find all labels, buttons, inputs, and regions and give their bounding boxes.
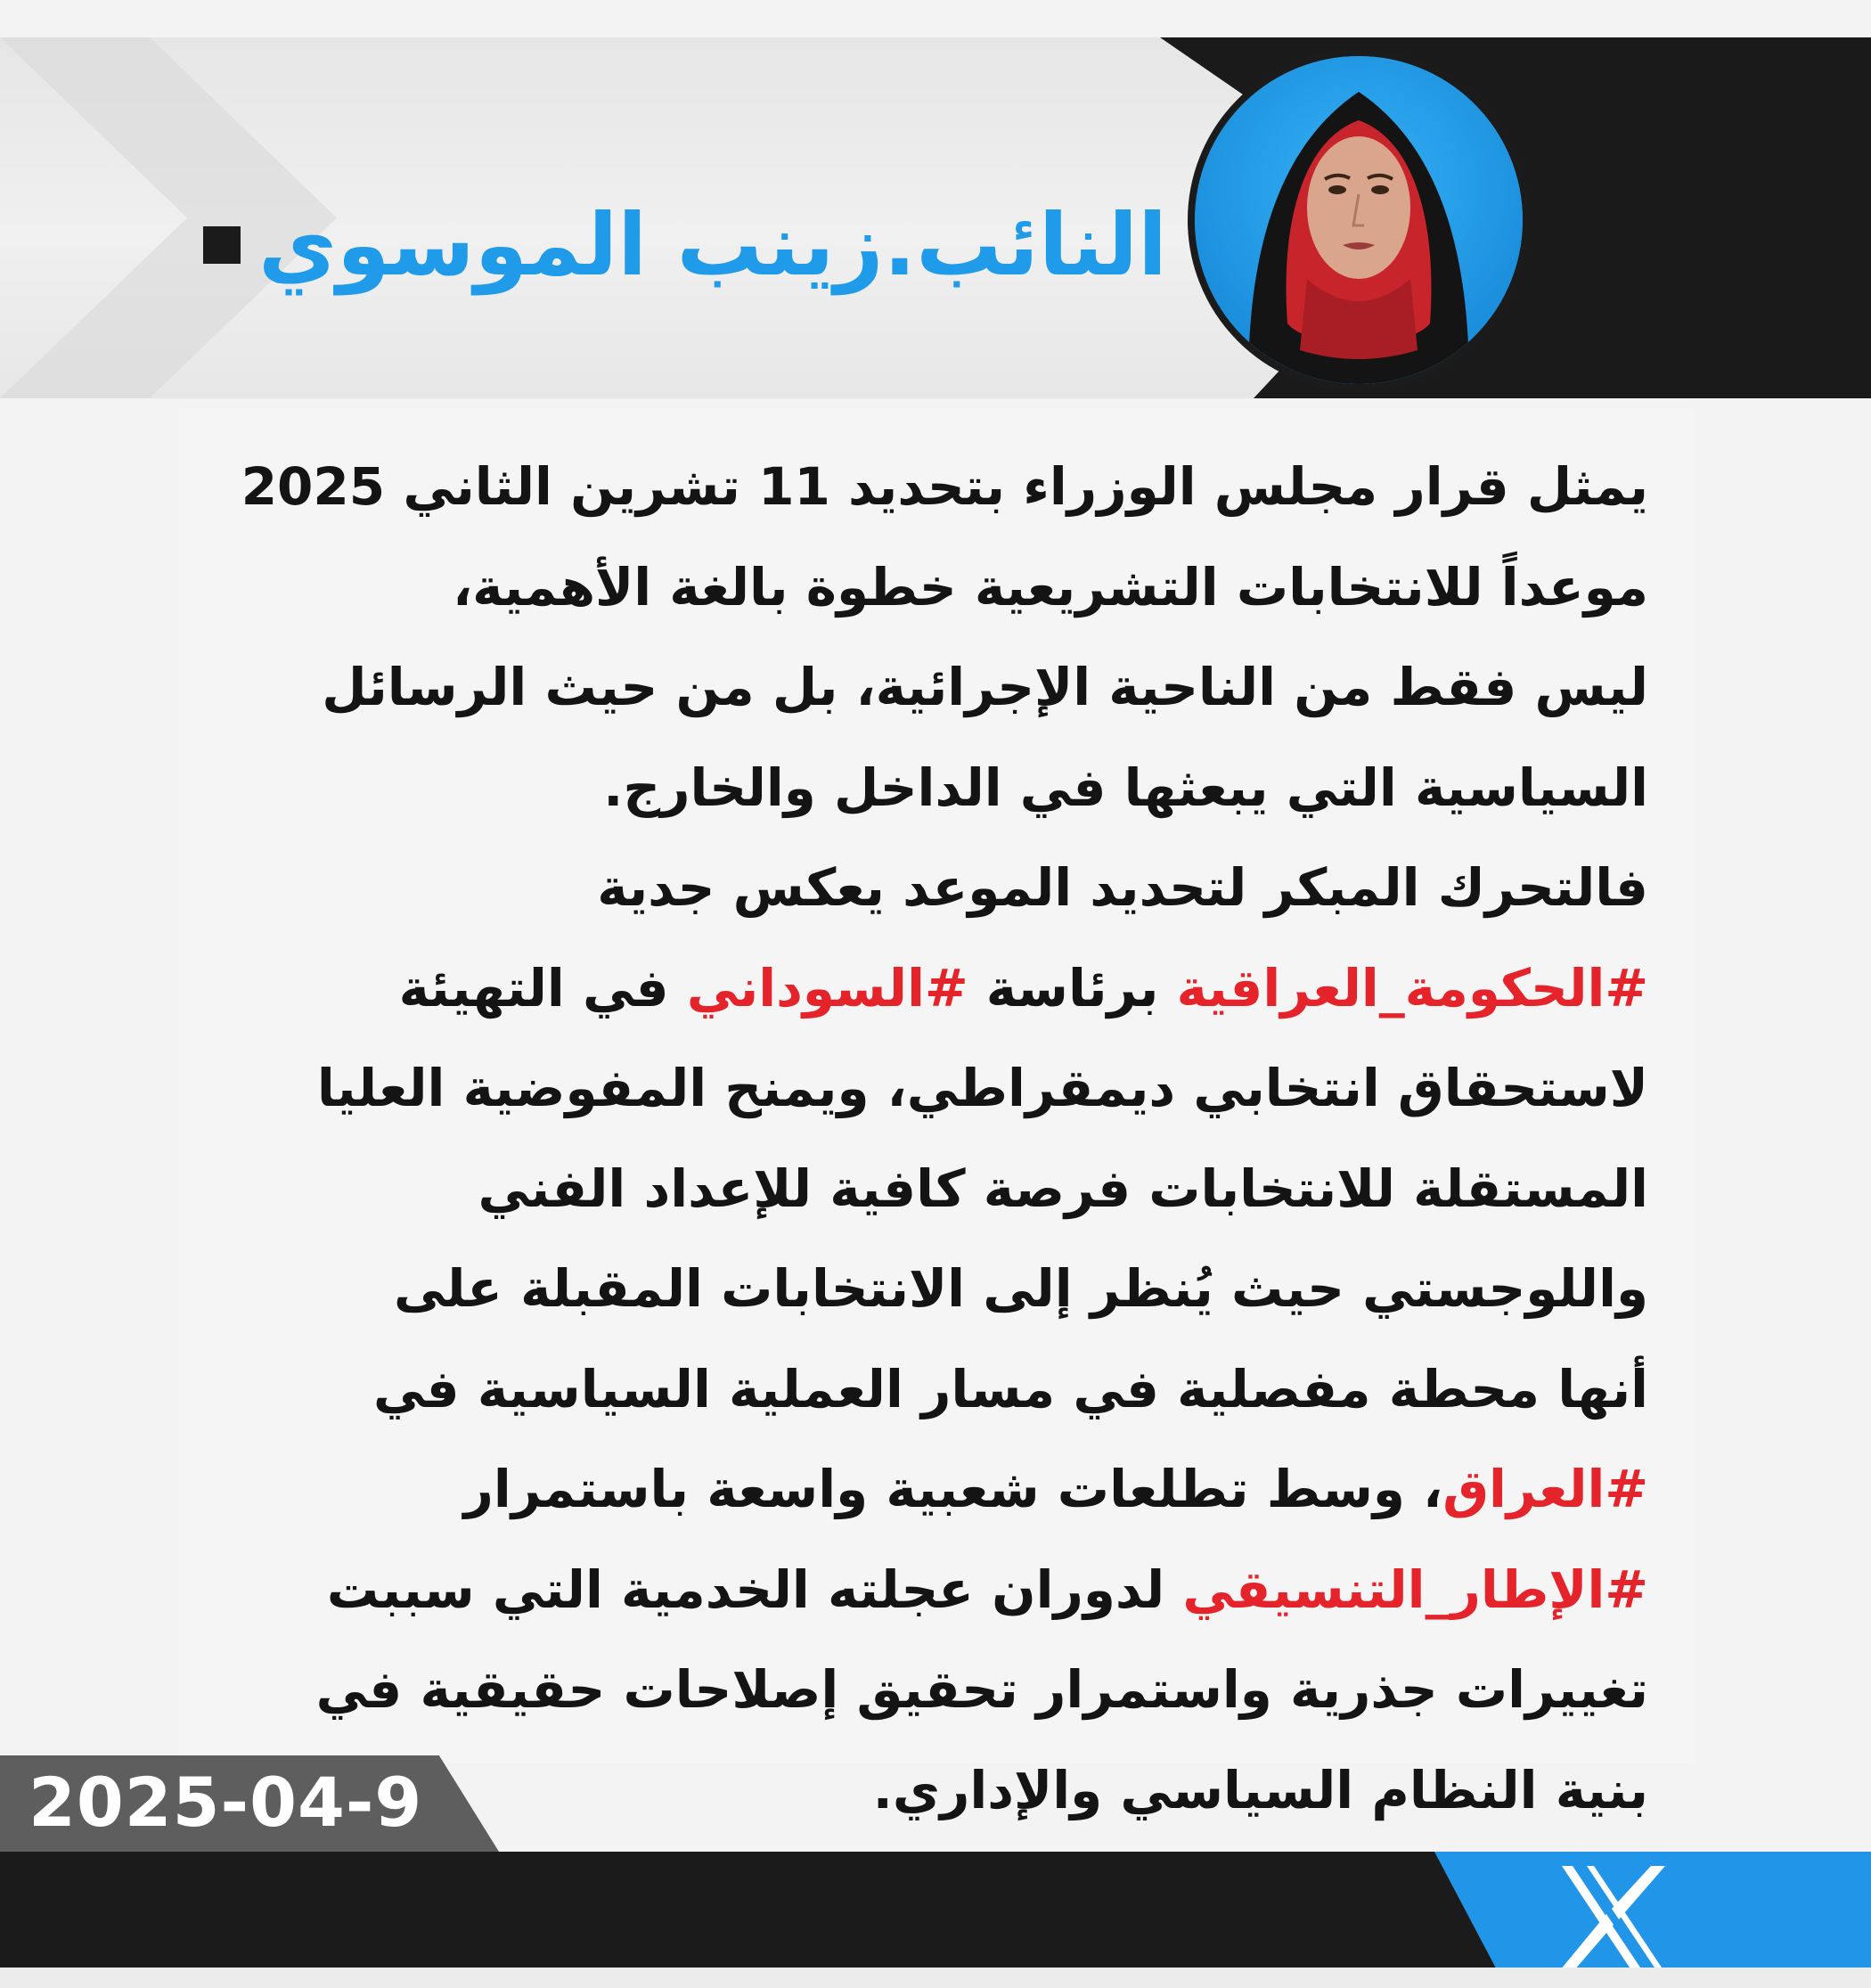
statement-line (223, 1640, 1648, 1740)
statement-text-segment: فالتحرك المبكر لتحديد الموعد يعكس جدية (597, 857, 1648, 918)
x-logo-icon (1555, 1862, 1671, 1974)
statement-line (223, 738, 1648, 839)
statement-text-segment: لدوران عجلته الخدمية التي سببت (326, 1558, 1183, 1620)
statement-text-segment: السياسية التي يبعثها في الداخل والخارج. (603, 757, 1648, 818)
statement-text-segment: ، وسط تطلعات شعبية واسعة باستمرار (463, 1459, 1443, 1519)
statement-line (223, 1139, 1648, 1239)
hashtag-link[interactable]: #العراق (1442, 1459, 1648, 1519)
statement-line (223, 938, 1648, 1039)
statement-line (223, 1540, 1648, 1640)
statement-text-segment: موعداً للانتخابات التشريعية خطوة بالغة الأهمية، (453, 556, 1648, 618)
statement-line (223, 537, 1648, 638)
statement-text-segment: بنية النظام السياسي والإداري. (872, 1759, 1648, 1820)
statement-text (223, 437, 1648, 1840)
name-heading (203, 196, 1167, 294)
title-bullet-square (203, 226, 241, 264)
footer-strip (0, 1968, 1871, 1988)
statement-line (223, 1439, 1648, 1540)
statement-text-segment: لاستحقاق انتخابي ديمقراطي، ويمنح المفوضية العليا (316, 1058, 1648, 1118)
statement-text-segment: ليس فقط من الناحية الإجرائية، بل من حيث الرسائل (322, 657, 1648, 717)
statement-text-segment: واللوجستي حيث يُنظر إلى الانتخابات المقبلة على (393, 1258, 1648, 1319)
statement-line (223, 1339, 1648, 1440)
page-title: النائب.زينب الموسوي (258, 195, 1167, 295)
statement-line (223, 838, 1648, 938)
statement-text-segment: برئاسة (968, 957, 1177, 1019)
statement-text-segment: في التهيئة (398, 957, 687, 1019)
statement-line (223, 1239, 1648, 1339)
avatar (1188, 49, 1530, 391)
portrait-illustration (1195, 56, 1523, 384)
hashtag-link[interactable]: #السوداني (686, 957, 968, 1019)
date-label: 2025-04-9 (29, 1763, 423, 1842)
statement-text-segment: يمثل قرار مجلس الوزراء بتحديد 11 تشرين الثاني 2025 (241, 456, 1648, 517)
statement-text-segment: المستقلة للانتخابات فرصة كافية للإعداد الفني (478, 1158, 1648, 1219)
statement-line (223, 437, 1648, 537)
statement-line (223, 637, 1648, 738)
statement-text-segment: تغييرات جذرية واستمرار تحقيق إصلاحات حقيقية في (315, 1659, 1648, 1720)
hashtag-link[interactable]: #الإطار_التنسيقي (1182, 1558, 1648, 1620)
statement-line (223, 1038, 1648, 1139)
statement-text-segment: أنها محطة مفصلية في مسار العملية السياسية في (372, 1358, 1648, 1419)
hashtag-link[interactable]: #الحكومة_العراقية (1176, 957, 1648, 1019)
